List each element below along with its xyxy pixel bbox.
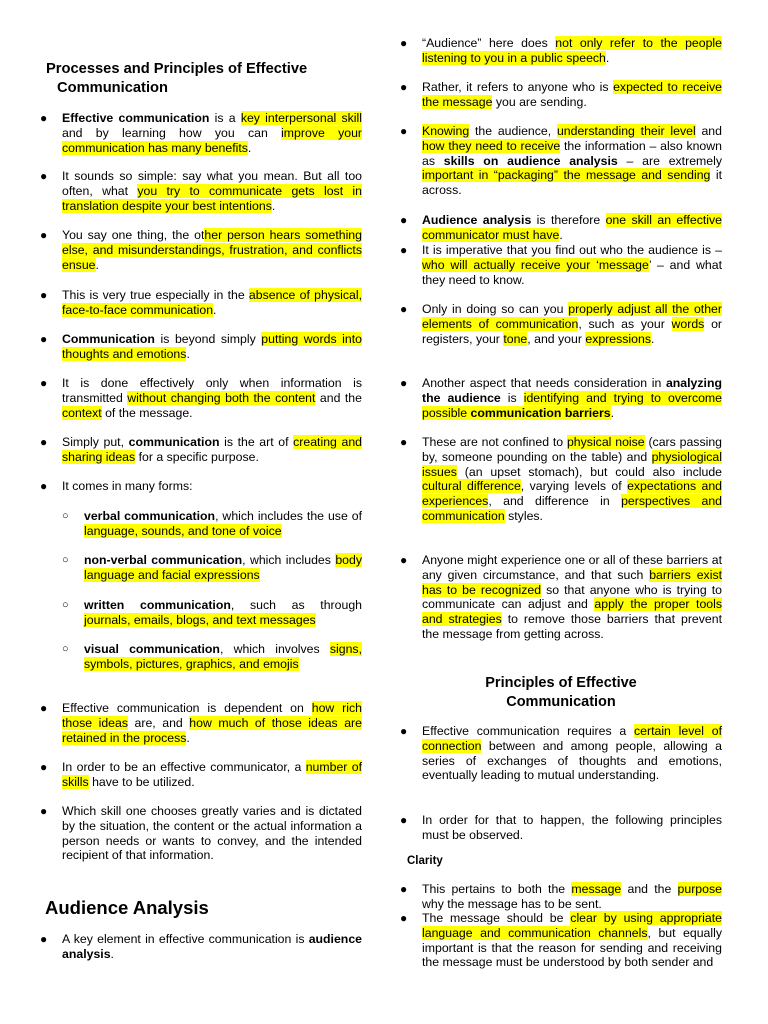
text-run: for a specific purpose. (135, 449, 259, 464)
text-run: , which involves (219, 642, 330, 656)
text-run: are, and (128, 715, 190, 730)
text-run: . (247, 140, 252, 155)
list-item-text (422, 435, 722, 524)
bullet-icon: ● (400, 80, 408, 94)
list-item (400, 302, 722, 346)
list-item (400, 36, 722, 66)
text-run: – are extremely (617, 153, 722, 168)
highlighted-text: context (62, 405, 102, 420)
highlighted-text: physical noise (566, 435, 645, 449)
text-run: A key element in effective communication is (62, 932, 309, 946)
list-item-text (422, 882, 722, 912)
bold-text: analyzing the audience (422, 376, 722, 405)
highlighted-text: language, sounds, and tone of voice (84, 523, 282, 538)
text-run: , which includes (242, 553, 336, 567)
bullet-icon: ● (400, 553, 408, 567)
list-item-text (62, 804, 362, 863)
text-run: . (186, 730, 190, 745)
section-heading-line-2: Communication (506, 694, 616, 710)
text-run: . (271, 198, 276, 213)
list-item (400, 213, 722, 243)
text-run: or registers, your (422, 316, 723, 346)
text-run: . (651, 331, 655, 346)
list-item (40, 804, 362, 863)
highlighted-text: who will actually receive your ‘message (422, 257, 649, 272)
list-item-text (62, 435, 362, 465)
sub-list-item (40, 642, 362, 672)
bullet-icon: ● (400, 36, 408, 50)
list-item (400, 882, 722, 912)
bullet-icon: ● (40, 760, 48, 774)
text-run: to remove those barriers that prevent the message from getting across. (422, 612, 722, 641)
text-run: you are sending. (492, 94, 587, 109)
highlighted-text: expectations and experiences (422, 479, 722, 508)
bullet-icon: ● (400, 376, 408, 390)
bullet-icon: ● (400, 724, 408, 738)
list-item (40, 932, 362, 962)
list-item-text (62, 932, 362, 962)
text-run: and the (315, 390, 362, 405)
highlighted-text: absence of physical, face-to-face communication (62, 288, 362, 317)
list-item (40, 111, 362, 155)
text-run: , and your (527, 331, 586, 346)
sub-list-item (40, 509, 362, 539)
highlighted-text: journals, emails, blogs, and text messages (84, 612, 316, 627)
bold-text: communication (128, 435, 220, 449)
text-run: This is very true especially in the (62, 288, 249, 302)
text-run: is beyond simply (154, 332, 262, 346)
text-run: . (213, 302, 217, 317)
highlighted-text: not only refer to the people listening to you in a public speech (422, 36, 723, 65)
highlighted-text: purpose (677, 882, 722, 896)
bullet-icon: ● (400, 911, 408, 925)
text-run: and the (621, 882, 678, 896)
page-title (46, 60, 368, 98)
text-run: . (605, 50, 610, 65)
text-run: styles. (504, 508, 543, 523)
list-item-text (422, 213, 722, 243)
list-item-text (84, 509, 362, 539)
list-item (400, 80, 722, 110)
highlighted-text: apply the proper tools and strategies (422, 597, 723, 626)
highlighted-text: her person hears something else, and misunderstandings, frustration, and conflicts ensue (62, 228, 362, 272)
text-run: it across. (422, 168, 722, 197)
sub-list-item (40, 553, 362, 583)
text-run: In order for that to happen, the following principles must be observed. (422, 813, 722, 842)
sub-list-item (40, 598, 362, 628)
text-run: “Audience” here does (422, 36, 556, 50)
highlighted-text: clear by using appropriate language and communication channels (422, 911, 723, 940)
subheading-clarity: Clarity (407, 855, 443, 867)
text-run: and by learning how you can (62, 125, 282, 140)
text-run: It comes in many forms: (62, 479, 193, 493)
bullet-icon: ● (400, 813, 408, 827)
bullet-icon: ● (40, 228, 48, 242)
list-item-text (422, 302, 722, 346)
list-item-text (84, 598, 362, 628)
highlighted-text: cultural difference (422, 479, 521, 494)
list-item-text (62, 111, 362, 155)
list-item (400, 376, 722, 420)
bullet-icon: ● (40, 701, 48, 715)
highlighted-text: how much of those ideas are retained in the process (62, 715, 362, 745)
text-run: between and among people, allowing a series of exchanges of thoughts and emotions, eventually leading to mutual understanding. (422, 738, 722, 783)
list-item-text (422, 243, 722, 287)
highlighted-text: you try to communicate gets lost in translation despite your best intentions (62, 183, 362, 213)
hollow-bullet-icon: ○ (62, 554, 69, 566)
bullet-icon: ● (400, 302, 408, 316)
text-run: Rather, it refers to anyone who is (422, 80, 614, 94)
bullet-icon: ● (400, 243, 408, 257)
bullet-icon: ● (40, 479, 48, 493)
highlighted-text: key interpersonal skill (240, 111, 363, 125)
bold-text: non-verbal communication (84, 553, 243, 567)
highlighted-text: expected to receive the message (422, 80, 722, 109)
bold-text: Effective communication (62, 111, 210, 125)
text-run: Another aspect that needs consideration in (422, 376, 666, 390)
list-item (400, 813, 722, 843)
text-run: Anyone might experience one or all of these barriers at any given circumstance, and that such (422, 553, 722, 582)
bullet-icon: ● (400, 435, 408, 449)
highlighted-text: message (571, 882, 622, 896)
bullet-icon: ● (400, 124, 408, 138)
highlighted-text: words (671, 316, 705, 331)
text-run: Which skill one chooses greatly varies and is dictated by the situation, the content or the actual information a person needs or wants to convey, and the intended recipient of that information. (62, 804, 362, 863)
text-run: These are not confined to (422, 435, 567, 449)
bullet-icon: ● (40, 435, 48, 449)
list-item-text (84, 553, 362, 583)
highlighted-text: how rich those ideas (62, 701, 362, 730)
text-run: so that anyone who is trying to communicate can adjust and (422, 582, 722, 612)
list-item (400, 124, 722, 198)
highlighted-text: creating and sharing ideas (62, 435, 362, 464)
text-run: It is imperative that you find out who the audience is – (422, 243, 722, 257)
bold-text: written communication (84, 598, 231, 612)
bullet-icon: ● (40, 804, 48, 818)
text-run: (an upset stomach), but could also include (456, 464, 722, 479)
highlighted-text: putting words into thoughts and emotions (62, 332, 362, 361)
section-heading-principles (400, 674, 722, 712)
hollow-bullet-icon: ○ (62, 643, 69, 655)
highlighted-text: without changing both the content (127, 390, 316, 405)
text-run: . (559, 227, 563, 242)
highlighted-text: identifying and trying to overcome possible (422, 390, 723, 420)
list-item-text (62, 169, 362, 213)
list-item-text (62, 701, 362, 745)
text-run: Simply put, (62, 435, 129, 449)
highlighted-text: perspectives and communication (422, 494, 722, 523)
text-run: of the message. (101, 405, 193, 420)
list-item (40, 435, 362, 465)
list-item-text (62, 288, 362, 318)
list-item-text (422, 124, 722, 198)
highlighted-text: barriers exist has to be recognized (422, 567, 723, 597)
text-run: , such as through (230, 598, 362, 612)
text-run: , and difference in (488, 494, 622, 508)
bold-text: verbal communication (84, 509, 216, 523)
highlighted-text: properly adjust all the other elements of communication (422, 302, 722, 331)
text-run: have to be utilized. (88, 774, 195, 789)
highlighted-text: tone (503, 331, 528, 346)
text-run: , but equally important is that the reason for sending and receiving the message must be understood by both sender and (422, 925, 722, 970)
list-item-text (422, 813, 722, 843)
page-title-line-2: Communication (57, 80, 168, 96)
text-run: . (186, 346, 190, 361)
bullet-icon: ● (40, 169, 48, 183)
text-run: The message should be (422, 911, 571, 925)
text-run: (cars passing by, someone pounding on the table) and (422, 435, 723, 464)
list-item (40, 169, 362, 213)
text-run: , which includes the use of (215, 509, 362, 523)
text-run: . (610, 405, 615, 420)
page-title-line-1: Processes and Principles of Effective (46, 61, 308, 77)
list-item (40, 760, 362, 790)
list-item (400, 553, 722, 642)
text-run: is (500, 390, 524, 405)
bullet-icon: ● (40, 111, 48, 125)
text-run: the information – also known as (422, 138, 722, 168)
highlighted-text: body language and facial expressions (84, 553, 362, 582)
bold-text: visual communication (84, 642, 220, 656)
text-run: . (110, 946, 114, 961)
list-item-text (422, 724, 722, 783)
text-run: Effective communication requires a (422, 724, 634, 738)
list-item (40, 228, 362, 272)
bullet-icon: ● (40, 332, 48, 346)
hollow-bullet-icon: ○ (62, 599, 69, 611)
highlighted-text: one skill an effective communicator must have (422, 213, 722, 242)
list-item-text (422, 911, 722, 970)
list-item (400, 243, 722, 287)
list-item (400, 911, 722, 970)
text-run: It is done effectively only when information is transmitted (62, 376, 362, 405)
text-run: and (695, 124, 722, 138)
list-item-text (422, 376, 722, 420)
list-item (40, 701, 362, 745)
text-run: ’ – and what they need to know. (422, 257, 722, 287)
list-item (400, 724, 722, 783)
bullet-icon: ● (400, 213, 408, 227)
section-heading-line-1: Principles of Effective (485, 675, 637, 691)
list-item (400, 435, 722, 524)
bold-text: audience analysis (62, 932, 362, 961)
list-item (40, 479, 362, 494)
bold-text: skills on audience analysis (443, 153, 618, 168)
highlighted-text: important in “packaging” the message and sending (422, 168, 711, 183)
section-heading-audience-analysis: Audience Analysis (45, 897, 209, 918)
highlighted-text: physiological issues (422, 449, 722, 479)
list-item-text (62, 376, 362, 420)
text-run: Only in doing so can you (422, 302, 569, 316)
text-run: In order to be an effective communicator, a (62, 760, 306, 774)
text-run: . (95, 257, 99, 272)
list-item-text (422, 36, 722, 66)
text-run: It sounds so simple: say what you mean. But all too often, what (62, 169, 362, 198)
highlighted-text: how they need to receive (422, 138, 561, 153)
list-item-text (62, 760, 362, 790)
highlighted-text: improve your communication has many benefits (62, 125, 363, 155)
text-run: This pertains to both the (422, 882, 572, 896)
bullet-icon: ● (40, 932, 48, 946)
list-item-text (62, 332, 362, 362)
highlighted-text: expressions (585, 331, 651, 346)
hollow-bullet-icon: ○ (62, 510, 69, 522)
list-item-text (62, 228, 362, 272)
bold-text: Communication (62, 332, 155, 346)
list-item-text (62, 479, 362, 494)
bold-text: Audience analysis (422, 213, 532, 227)
highlighted-text: Knowing (422, 124, 470, 138)
bullet-icon: ● (40, 376, 48, 390)
list-item-text (422, 80, 722, 110)
text-run: You say one thing, the ot (62, 228, 205, 242)
list-item (40, 332, 362, 362)
text-run: is the art of (219, 435, 294, 449)
text-run: Effective communication is dependent on (62, 701, 312, 715)
text-run: is therefore (531, 213, 606, 227)
highlighted-text: understanding their level (556, 124, 696, 138)
list-item-text (84, 642, 362, 672)
highlighted-text: number of skills (62, 760, 362, 789)
highlighted-text: certain level of connection (422, 724, 722, 753)
bullet-icon: ● (40, 288, 48, 302)
list-item (40, 288, 362, 318)
text-run: , varying levels of (520, 479, 628, 494)
highlighted-text: signs, symbols, pictures, graphics, and emojis (84, 642, 362, 671)
text-run: the audience, (469, 124, 557, 138)
list-item-text (422, 553, 722, 642)
text-run: , such as your (578, 316, 672, 331)
text-run: is a (209, 111, 241, 125)
bullet-icon: ● (400, 882, 408, 896)
highlighted-text: communication barriers (470, 405, 611, 420)
text-run: why the message has to be sent. (422, 896, 602, 911)
list-item (40, 376, 362, 420)
